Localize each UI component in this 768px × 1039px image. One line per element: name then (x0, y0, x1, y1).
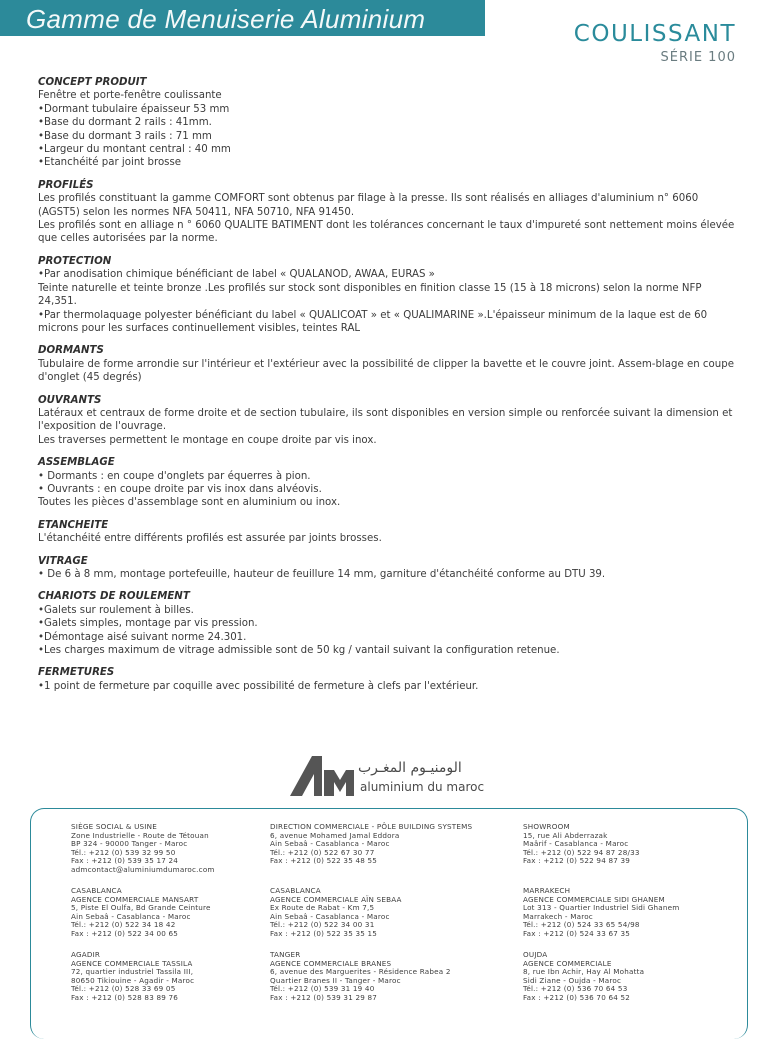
office-line: AGENCE COMMERCIALE BRANES (270, 958, 392, 968)
office-line: Maârif - Casablanca - Maroc (523, 839, 629, 849)
section-line: Latéraux et centraux de forme droite et de section tubulaire, ils sont disponibles en version simple ou renforcée suivant la dimension et l'exposition de l'ouvrage. (38, 407, 733, 433)
section-title: DORMANTS (38, 345, 104, 357)
office-marrakech (523, 887, 679, 939)
section-line: • Dormants : en coupe d'onglets par équerres à pion. (38, 470, 311, 482)
section-title: OUVRANTS (38, 394, 102, 406)
office-line: AGADIR (71, 950, 101, 959)
section-line: •Dormant tubulaire épaisseur 53 mm (38, 103, 230, 115)
office-line: Fax : +212 (0) 522 94 87 39 (523, 856, 631, 866)
office-showroom (523, 823, 640, 866)
office-agadir (71, 951, 194, 1003)
section-line: •Largeur du montant central : 40 mm (38, 144, 231, 156)
aluminium-du-maroc-logo-icon (288, 752, 356, 798)
spec-section (38, 255, 738, 335)
office-line: DIRECTION COMMERCIALE - PÔLE BUILDING SYSTEMS (270, 822, 473, 831)
office-tanger (270, 951, 451, 1003)
section-line: •Base du dormant 3 rails : 71 mm (38, 130, 212, 142)
office-line: Tél.: +212 (0) 539 32 99 50 (71, 847, 176, 857)
office-line: SIÈGE SOCIAL & USINE (71, 822, 157, 831)
spec-section (38, 519, 738, 546)
office-line: 80650 Tikiouine - Agadir - Maroc (71, 975, 195, 985)
section-line: Les traverses permettent le montage en coupe droite par vis inox. (38, 434, 377, 446)
office-line: Ain Sebaâ - Casablanca - Maroc (71, 911, 191, 921)
section-title: PROFILÉS (38, 179, 94, 191)
section-line: •Galets simples, montage par vis pression. (38, 618, 258, 630)
product-series: SÉRIE 100 (660, 50, 736, 65)
section-line: •1 point de fermeture par coquille avec possibilité de fermeture à clefs par l'extérieur. (38, 680, 479, 692)
header-banner (0, 0, 485, 36)
office-line: Fax : +212 (0) 536 70 64 52 (523, 992, 631, 1002)
section-line: •Etanchéité par joint brosse (38, 157, 182, 169)
office-commercial-direction (270, 823, 472, 866)
office-line: Fax : +212 (0) 524 33 67 35 (523, 928, 631, 938)
office-line: Fax : +212 (0) 522 35 48 55 (270, 856, 378, 866)
office-line: Sidi Ziane - Oujda - Maroc (523, 975, 622, 985)
office-line: AGENCE COMMERCIALE TASSILA (71, 958, 193, 968)
office-line: CASABLANCA (71, 886, 122, 895)
product-heading (574, 20, 736, 65)
office-line: 5, Piste El Oulfa, Bd Grande Ceinture (71, 903, 211, 913)
section-line: •Par anodisation chimique bénéficiant de label « QUALANOD, AWAA, EURAS » (38, 269, 435, 281)
office-line: MARRAKECH (523, 886, 571, 895)
spec-section (38, 394, 738, 448)
section-title: CONCEPT PRODUIT (38, 77, 147, 88)
spec-section (38, 179, 738, 246)
office-line: AGENCE COMMERCIALE MANSART (71, 894, 199, 904)
section-line: Teinte naturelle et teinte bronze .Les profilés sur stock sont disponibles en finition classe 15 (15 à 18 microns) selon la norme NFP 24,351. (38, 282, 702, 308)
office-line: Fax : +212 (0) 522 34 00 65 (71, 928, 179, 938)
section-title: CHARIOTS DE ROULEMENT (38, 591, 190, 603)
office-line: Tél.: +212 (0) 528 33 69 05 (71, 984, 176, 994)
office-line: Ain Sebaâ - Casablanca - Maroc (270, 839, 390, 849)
spec-content (38, 76, 738, 702)
office-line: OUJDA (523, 950, 548, 959)
office-line: Ain Sebaâ - Casablanca - Maroc (270, 911, 390, 921)
office-line: Quartier Branes II - Tanger - Maroc (270, 975, 401, 985)
section-title: ASSEMBLAGE (38, 457, 115, 469)
office-line: Tél.: +212 (0) 522 67 30 77 (270, 847, 375, 857)
office-line: TANGER (270, 950, 301, 959)
office-headquarters (71, 823, 215, 875)
section-line: •Par thermolaquage polyester bénéficiant du label « QUALICOAT » et « QUALIMARINE ».L'épaisseur minimum de la laque est de 60 microns pour les surfaces continuellement visibles, teintes RAL (38, 309, 708, 334)
section-line: Tubulaire de forme arrondie sur l'intérieur et l'extérieur avec la possibilité de clipper la bavette et le couvre joint. Assem-blage en coupe d'onglet (45 degrés) (38, 358, 734, 384)
logo-latin-text: aluminium du maroc (360, 780, 485, 794)
product-title: COULISSANT (573, 21, 736, 47)
section-line: •Base du dormant 2 rails : 41mm. (38, 117, 212, 129)
section-line: •Les charges maximum de vitrage admissible sont de 50 kg / vantail suivant la configuration retenue. (38, 645, 560, 657)
office-casablanca-mansart (71, 887, 211, 939)
section-line: Les profilés sont en alliage n ° 6060 QUALITE BATIMENT dont les tolérances concernant le taux d'impureté sont nettement moins élevée que celles autorisées par la norme. (38, 220, 735, 245)
office-line: Tél.: +212 (0) 522 94 87 28/33 (523, 847, 640, 857)
section-title: FERMETURES (38, 667, 115, 679)
office-line: Tél.: +212 (0) 522 34 00 31 (270, 920, 375, 930)
office-line: Ex Route de Rabat - Km 7,5 (270, 903, 375, 913)
office-line: Fax : +212 (0) 539 35 17 24 (71, 856, 179, 866)
office-line: admcontact@aluminiumdumaroc.com (71, 864, 215, 874)
office-line: BP 324 - 90000 Tanger - Maroc (71, 839, 188, 849)
office-line: 6, avenue des Marguerites - Résidence Rabea 2 (270, 967, 451, 977)
office-line: SHOWROOM (523, 822, 570, 831)
office-line: 72, quartier industriel Tassila III, (71, 967, 194, 977)
office-oujda (523, 951, 644, 1003)
office-line: Fax : +212 (0) 528 83 89 76 (71, 992, 179, 1002)
office-line: Marrakech - Maroc (523, 911, 593, 921)
office-line: 6, avenue Mohamed Jamal Eddora (270, 830, 400, 840)
office-line: Fax : +212 (0) 522 35 35 15 (270, 928, 378, 938)
section-line: Toutes les pièces d'assemblage sont en aluminium ou inox. (38, 497, 341, 509)
section-line: • Ouvrants : en coupe droite par vis inox dans alvéovis. (38, 483, 322, 495)
section-line: L'étanchéité entre différents profilés est assurée par joints brosses. (38, 533, 382, 545)
logo-arabic-text: الومنيـوم المغـرب (358, 760, 462, 776)
contact-footer (30, 808, 748, 1039)
office-line: Fax : +212 (0) 539 31 29 87 (270, 992, 378, 1002)
spec-section (38, 76, 738, 170)
office-line: Tél.: +212 (0) 536 70 64 53 (523, 984, 628, 994)
section-line: • De 6 à 8 mm, montage portefeuille, hauteur de feuillure 14 mm, garniture d'étanchéité conforme au DTU 39. (38, 569, 606, 580)
spec-section (38, 456, 738, 510)
office-line: Tél.: +212 (0) 522 34 18 42 (71, 920, 176, 930)
office-line: CASABLANCA (270, 886, 321, 895)
company-logo (288, 752, 488, 800)
office-line: 15, rue Ali Abderrazak (523, 830, 608, 840)
section-line: Les profilés constituant la gamme COMFORT sont obtenus par filage à la presse. Ils sont réalisés en alliages d'aluminium n° 6060 (AGST5) selon les normes NFA 50411, NFA 50710, NFA 91450. (38, 193, 699, 218)
section-line: •Démontage aisé suivant norme 24.301. (38, 631, 247, 643)
banner-title: Gamme de Menuiserie Aluminium (26, 4, 426, 34)
spec-section (38, 590, 738, 657)
office-line: Tél.: +212 (0) 539 31 19 40 (270, 984, 375, 994)
section-line: Fenêtre et porte-fenêtre coulissante (38, 90, 222, 102)
section-line: •Galets sur roulement à billes. (38, 604, 194, 616)
spec-section (38, 344, 738, 384)
office-line: Tél.: +212 (0) 524 33 65 54/98 (523, 920, 640, 930)
office-line: AGENCE COMMERCIALE (523, 958, 612, 968)
office-line: AGENCE COMMERCIALE AÏN SEBAA (270, 894, 402, 904)
section-title: PROTECTION (38, 255, 112, 267)
office-line: AGENCE COMMERCIALE SIDI GHANEM (523, 894, 665, 904)
office-line: 8, rue Ibn Achir, Hay Al Mohatta (523, 967, 645, 977)
spec-section (38, 666, 738, 693)
section-title: VITRAGE (38, 555, 88, 567)
office-line: Zone Industrielle - Route de Tétouan (71, 830, 209, 840)
office-casablanca-ain-sebaa (270, 887, 402, 939)
spec-section (38, 555, 738, 582)
section-title: ETANCHEITE (38, 519, 109, 531)
office-line: Lot 313 - Quartier Industriel Sidi Ghanem (523, 903, 680, 913)
